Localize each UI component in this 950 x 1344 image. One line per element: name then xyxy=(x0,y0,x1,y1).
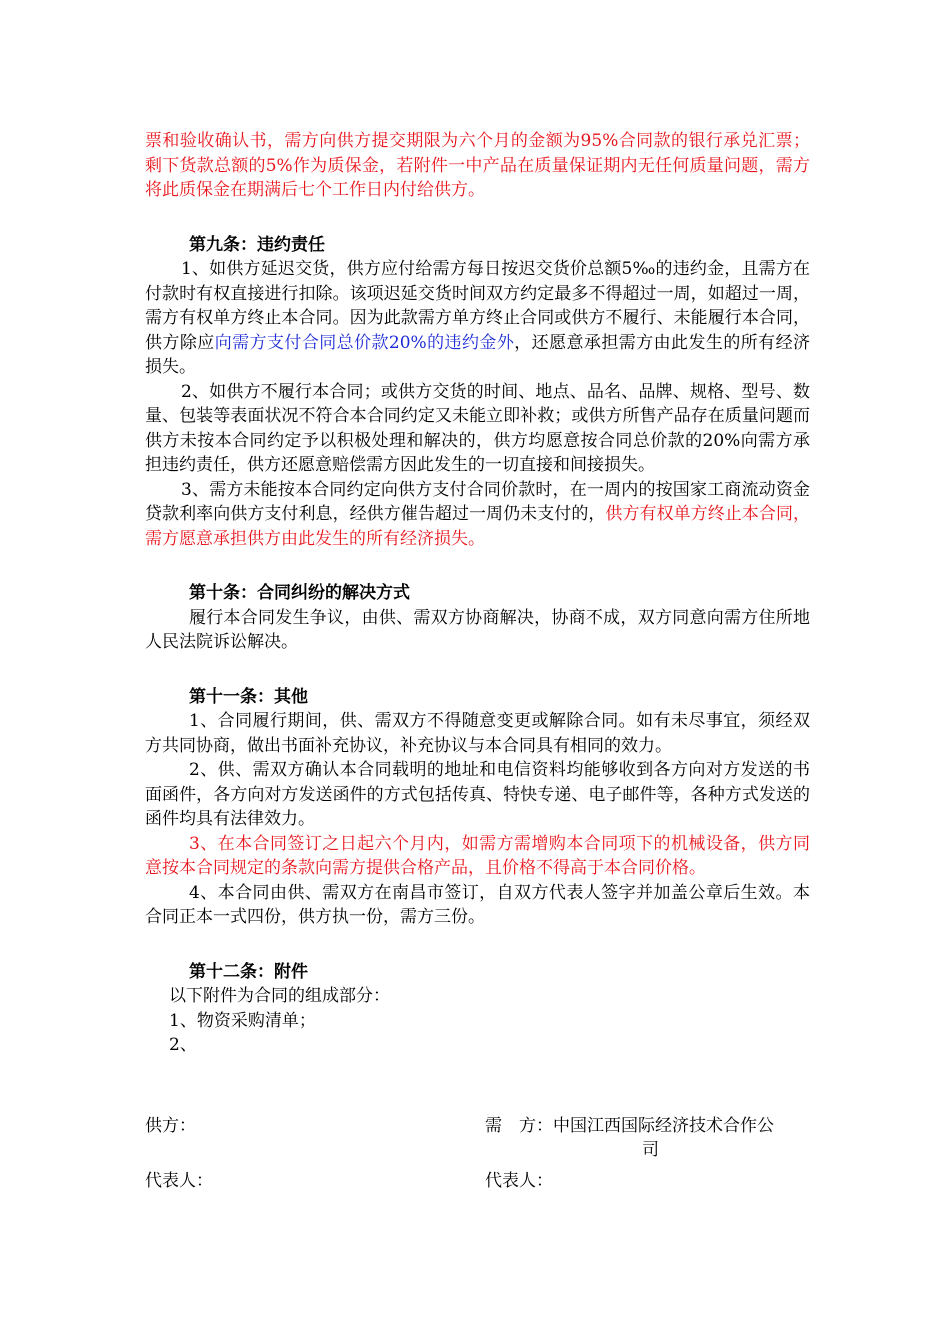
article-11-clause-2: 2、供、需双方确认本合同载明的地址和电信资料均能够收到各方向对方发送的书面函件，各方向对方发送函件的方式包括传真、特快专递、电子邮件等，各种方式发送的函件均具有法律效力。 xyxy=(145,760,810,829)
article-11-clause-1: 1、合同履行期间，供、需双方不得随意变更或解除合同。如有未尽事宜，须经双方共同协商，做出书面补充协议，补充协议与本合同具有相同的效力。 xyxy=(145,711,810,756)
article-9-clause-3 xyxy=(145,478,810,552)
highlighted-termination-text: 供方有权单方终止本合同，需方愿意承担供方由此发生的所有经济损失。 xyxy=(145,504,811,549)
article-9-title: 第九条：违约责任 xyxy=(189,234,325,255)
highlighted-penalty-text: 向需方支付合同总价款20%的违约金外 xyxy=(214,332,515,353)
article-12-title: 第十二条：附件 xyxy=(189,961,308,982)
signature-row-continuation xyxy=(145,1138,810,1163)
buyer-representative-label: 代表人： xyxy=(485,1170,553,1191)
article-9-clause-2: 2、如供方不履行本合同；或供方交货的时间、地点、品名、品牌、规格、型号、数量、包装等表面状况不符合本合同约定又未能立即补救；或供方所售产品存在质量问题而供方未按本合同约定予以积极处理和解决的，供方均愿意按合同总价款的20%向需方承担违约责任，供方还愿意赔偿需方因此发生的一切直接和间接损失。 xyxy=(145,381,810,475)
spacer xyxy=(145,930,810,960)
clause-text: ，还愿意承担需方由此发生的所有经济损失。 xyxy=(145,332,811,377)
signature-row-representatives xyxy=(145,1169,810,1194)
contract-page xyxy=(145,129,810,1193)
spacer xyxy=(145,1058,810,1114)
clause-text: 1、如供方延迟交货，供方应付给需方每日按迟交货价总额5‰的违约金，且需方在付款时有权直接进行扣除。该项迟延交货时间双方约定最多不得超过一周，如超过一周，需方有权单方终止本合同。因为此款需方单方终止合同或供方不履行、未能履行本合同，供方除应 xyxy=(145,259,810,353)
article-11-title: 第十一条：其他 xyxy=(189,686,308,707)
spacer xyxy=(145,655,810,685)
payment-terms-paragraph: 票和验收确认书，需方向供方提交期限为六个月的金额为95%合同款的银行承兑汇票；剩下货款总额的5%作为质保金，若附件一中产品在质量保证期内无任何质量问题，需方将此质保金在期满后七个工作日内付给供方。 xyxy=(145,131,810,200)
buyer-name: 中国江西国际经济技术合作公 xyxy=(553,1115,774,1136)
article-11-clause-4: 4、本合同由供、需双方在南昌市签订，自双方代表人签字并加盖公章后生效。本合同正本一式四份，供方执一份，需方三份。 xyxy=(145,882,810,927)
buyer-label-text: 需 方： xyxy=(485,1115,553,1136)
attachment-intro: 以下附件为合同的组成部分： xyxy=(169,986,390,1006)
supplier-label: 供方： xyxy=(145,1115,196,1136)
article-10-title: 第十条：合同纠纷的解决方式 xyxy=(189,583,410,603)
attachment-item-2: 2、 xyxy=(169,1035,197,1055)
spacer xyxy=(145,551,810,581)
attachment-item-1: 1、物资采购清单； xyxy=(169,1010,316,1031)
buyer-name-continued: 司 xyxy=(642,1140,659,1160)
article-9-clause-1 xyxy=(145,257,810,380)
article-10-clause: 履行本合同发生争议，由供、需双方协商解决，协商不成，双方同意向需方住所地人民法院诉讼解决。 xyxy=(145,607,810,652)
buyer-label xyxy=(485,1114,815,1139)
clause-text: 3、需方未能按本合同约定向供方支付合同价款时，在一周内的按国家工商流动资金贷款利率向供方支付利息，经供方催告超过一周仍未支付的， xyxy=(145,479,810,524)
spacer xyxy=(145,203,810,233)
signature-row-parties xyxy=(145,1114,810,1139)
supplier-representative-label: 代表人： xyxy=(145,1170,213,1191)
article-11-clause-3: 3、在本合同签订之日起六个月内，如需方需增购本合同项下的机械设备，供方同意按本合同规定的条款向需方提供合格产品，且价格不得高于本合同价格。 xyxy=(145,833,810,878)
